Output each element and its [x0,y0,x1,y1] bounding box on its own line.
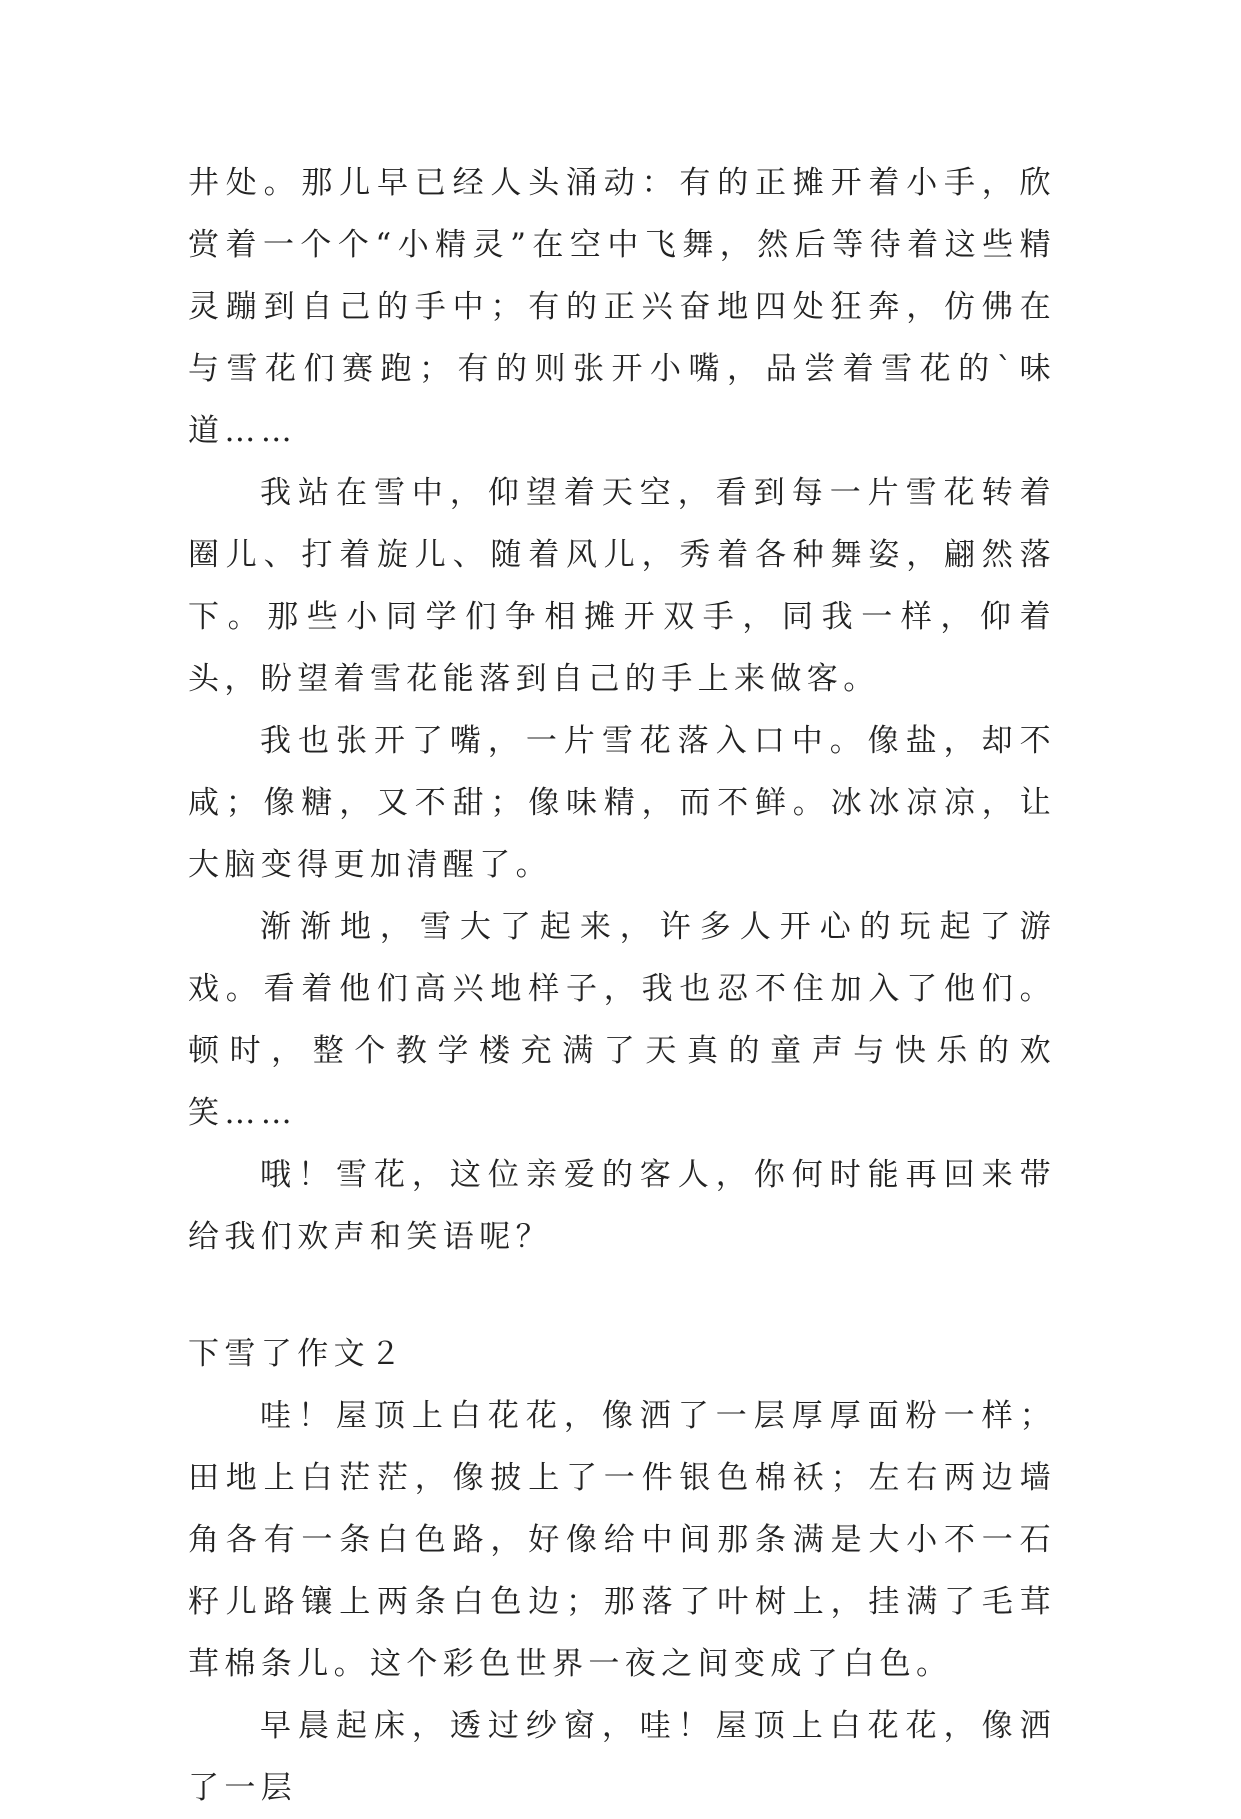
paragraph-white-world: 哇！屋顶上白花花，像洒了一层厚厚面粉一样；田地上白茫茫，像披上了一件银色棉袄；左右两边墙角各有一条白色路，好像给中间那条满是大小不一石籽儿路镶上两条白色边；那落了叶树上，挂满了毛茸茸棉条儿。这个彩色世界一夜之间变成了白色。 [188,1398,1056,1682]
paragraph-morning: 早晨起床，透过纱窗，哇！屋顶上白花花，像洒了一层 [188,1708,1056,1806]
paragraph-playing-games: 渐渐地，雪大了起来，许多人开心的玩起了游戏。看着他们高兴地样子，我也忍不住加入了他们。顿时，整个教学楼充满了天真的童声与快乐的欢笑…… [188,909,1056,1131]
paragraph-continuation: 井处。那儿早已经人头涌动：有的正摊开着小手，欣赏着一个个“小精灵”在空中飞舞，然后等待着这些精灵蹦到自己的手中；有的正兴奋地四处狂奔，仿佛在与雪花们赛跑；有的则张开小嘴，品尝着雪花的`味道…… [188,165,1056,449]
paragraph-tasting-snow: 我也张开了嘴，一片雪花落入口中。像盐，却不咸；像糖，又不甜；像味精，而不鲜。冰冰凉凉，让大脑变得更加清醒了。 [188,723,1056,883]
paragraph-standing-in-snow: 我站在雪中，仰望着天空，看到每一片雪花转着圈儿、打着旋儿、随着风儿，秀着各种舞姿，翩然落下。那些小同学们争相摊开双手，同我一样，仰着头，盼望着雪花能落到自己的手上来做客。 [188,475,1056,697]
paragraph-closing: 哦！雪花，这位亲爱的客人，你何时能再回来带给我们欢声和笑语呢？ [188,1157,1056,1255]
essay-heading: 下雪了作文２ [188,1336,407,1372]
document-page [188,152,1056,1819]
